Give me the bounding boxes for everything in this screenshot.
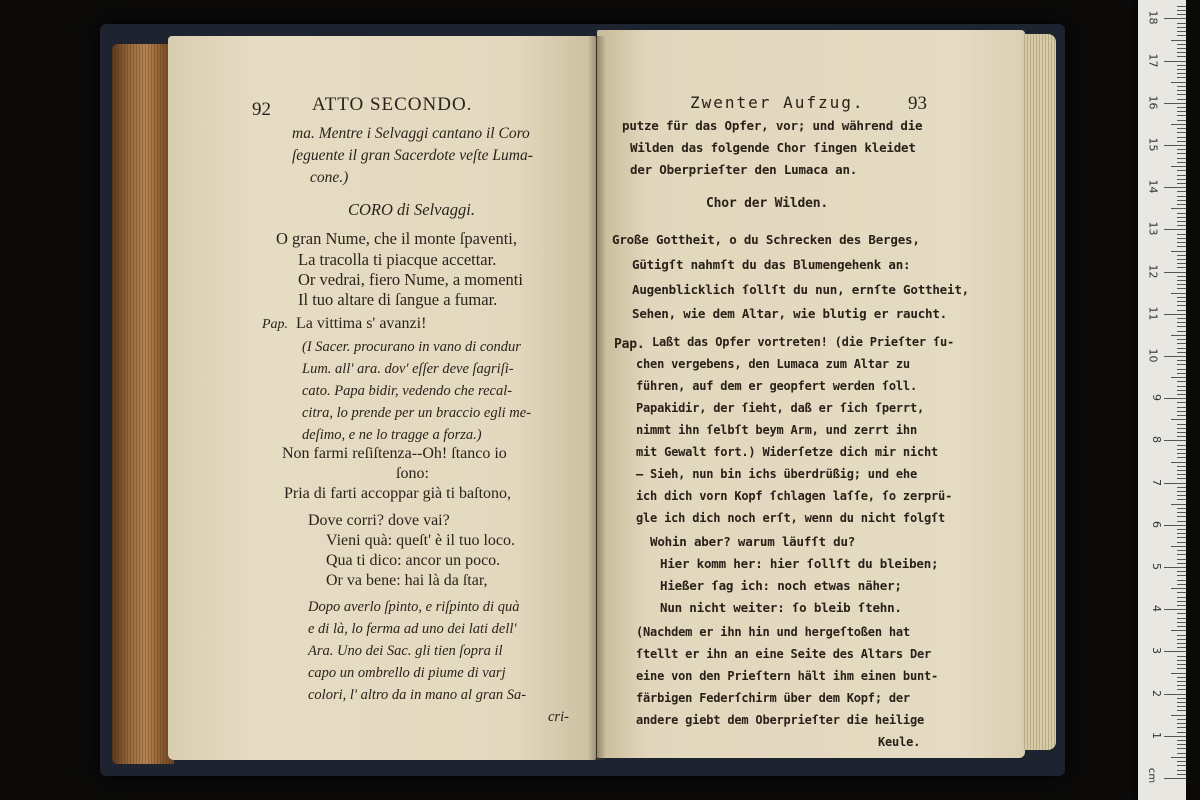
ruler-number: 8 (1150, 436, 1163, 444)
ruler-tick (1177, 635, 1186, 636)
ruler-tick (1177, 537, 1186, 538)
ruler-tick (1177, 120, 1186, 121)
ruler-tick (1177, 301, 1186, 302)
ruler-number: 13 (1146, 221, 1160, 236)
ruler-tick (1177, 217, 1186, 218)
ruler-tick (1177, 748, 1186, 749)
ruler-tick (1164, 103, 1186, 104)
ruler-tick (1177, 689, 1186, 690)
ruler-tick (1164, 18, 1186, 19)
ruler-tick (1177, 10, 1186, 11)
ruler-tick (1177, 664, 1186, 665)
ruler-tick (1177, 723, 1186, 724)
ruler-number: 6 (1150, 520, 1163, 528)
left-catchword: cri- (548, 709, 569, 725)
ruler-tick (1177, 466, 1186, 467)
ruler-tick (1177, 331, 1186, 332)
ruler-tick (1177, 550, 1186, 551)
ruler-tick (1171, 504, 1186, 505)
ruler-tick (1177, 48, 1186, 49)
ruler-tick (1177, 352, 1186, 353)
ruler-tick (1177, 656, 1186, 657)
ruler-tick (1177, 487, 1186, 488)
book-edge-left (112, 44, 174, 764)
ruler-tick (1177, 770, 1186, 771)
ruler-tick (1164, 483, 1186, 484)
ruler-tick (1164, 525, 1186, 526)
right-stage-direction: andere giebt dem Oberprieſter die heilige (636, 713, 925, 727)
left-line: La vittima s' avanzi! (296, 315, 427, 332)
left-line: ma. Mentre i Selvaggi cantano il Coro (292, 125, 530, 142)
ruler-tick (1177, 153, 1186, 154)
ruler-tick (1177, 238, 1186, 239)
ruler-tick (1177, 710, 1186, 711)
ruler-number: 10 (1146, 348, 1160, 363)
ruler-tick (1177, 432, 1186, 433)
ruler-tick (1177, 99, 1186, 100)
ruler-tick (1177, 508, 1186, 509)
ruler-tick (1177, 200, 1186, 201)
ruler-tick (1177, 196, 1186, 197)
right-section-title: Chor der Wilden. (706, 196, 829, 211)
left-stage-direction: Ara. Uno dei Sac. gli tien ſopra il (308, 643, 503, 659)
right-line: mit Gewalt fort.) Widerſetze dich mir nicht (636, 445, 939, 459)
ruler-tick (1177, 698, 1186, 699)
ruler-tick (1177, 115, 1186, 116)
ruler-tick (1177, 128, 1186, 129)
right-line: chen vergebens, den Lumaca zum Altar zu (636, 357, 910, 371)
book-edge-right (1022, 34, 1056, 750)
ruler-tick (1177, 415, 1186, 416)
ruler-number: 5 (1150, 563, 1163, 570)
ruler-tick (1177, 774, 1186, 775)
ruler-tick (1177, 141, 1186, 142)
ruler-tick (1177, 495, 1186, 496)
ruler-number: 18 (1146, 10, 1160, 25)
ruler-number: 9 (1150, 394, 1163, 402)
ruler-tick (1177, 204, 1186, 205)
ruler-tick (1177, 390, 1186, 391)
left-verse: La tracolla ti piacque accettar. (298, 250, 497, 269)
ruler-tick (1171, 757, 1186, 758)
ruler-tick (1171, 335, 1186, 336)
ruler-tick (1177, 191, 1186, 192)
ruler-tick (1171, 673, 1186, 674)
left-stage-direction: Lum. all' ara. dov' eſſer deve ſagriſi- (302, 361, 514, 377)
ruler-tick (1177, 162, 1186, 163)
ruler-tick (1177, 457, 1186, 458)
measurement-ruler (1138, 0, 1186, 800)
ruler-tick (1177, 69, 1186, 70)
ruler-tick (1177, 31, 1186, 32)
ruler-number: 2 (1150, 689, 1163, 697)
ruler-tick (1177, 179, 1186, 180)
ruler-tick (1177, 305, 1186, 306)
ruler-number: 15 (1146, 137, 1160, 152)
ruler-tick (1164, 440, 1186, 441)
ruler-number: 11 (1146, 306, 1160, 321)
ruler-tick (1177, 571, 1186, 572)
ruler-tick (1177, 35, 1186, 36)
ruler-number: 14 (1146, 179, 1160, 194)
right-verse: Augenblicklich ſollſt du nun, ernſte Gottheit, (632, 282, 969, 297)
right-verse: Hießer ſag ich: noch etwas näher; (660, 578, 902, 593)
ruler-tick (1177, 23, 1186, 24)
ruler-tick (1177, 107, 1186, 108)
ruler-tick (1177, 702, 1186, 703)
ruler-tick (1171, 166, 1186, 167)
ruler-number: 7 (1150, 478, 1163, 486)
ruler-tick (1177, 575, 1186, 576)
left-running-head: ATTO SECONDO. (312, 94, 473, 115)
ruler-tick (1177, 613, 1186, 614)
left-verse: Dove corri? dove vai? (308, 512, 450, 529)
ruler-tick (1177, 149, 1186, 150)
ruler-tick (1177, 474, 1186, 475)
ruler-tick (1177, 170, 1186, 171)
ruler-tick (1177, 533, 1186, 534)
ruler-tick (1177, 183, 1186, 184)
ruler-tick (1177, 394, 1186, 395)
ruler-tick (1177, 234, 1186, 235)
ruler-tick (1177, 542, 1186, 543)
ruler-tick (1171, 293, 1186, 294)
ruler-tick (1177, 740, 1186, 741)
left-line: ſeguente il gran Sacerdote veſte Luma- (292, 147, 533, 164)
left-stage-direction: capo un ombrello di piume di varj (308, 665, 506, 681)
book-gutter (588, 36, 606, 760)
ruler-tick (1177, 719, 1186, 720)
left-stage-direction: Dopo averlo ſpinto, e riſpinto di quà (308, 599, 520, 615)
ruler-tick (1177, 94, 1186, 95)
left-line: Pria di farti accoppar già ti baſtono, (284, 485, 512, 502)
right-speaker: Pap. (614, 337, 645, 352)
ruler-tick (1177, 685, 1186, 686)
ruler-tick (1177, 706, 1186, 707)
ruler-tick (1177, 470, 1186, 471)
ruler-tick (1177, 761, 1186, 762)
ruler-tick (1164, 187, 1186, 188)
ruler-tick (1171, 462, 1186, 463)
right-stage-direction: (Nachdem er ihn hin und hergeſtoßen hat (636, 625, 910, 639)
ruler-tick (1177, 343, 1186, 344)
right-line: der Oberprieſter den Lumaca an. (630, 162, 858, 177)
left-stage-direction: colori, l' altro da in mano al gran Sa- (308, 687, 527, 703)
ruler-tick (1177, 255, 1186, 256)
ruler-tick (1177, 499, 1186, 500)
ruler-tick (1177, 744, 1186, 745)
ruler-number: 1 (1150, 731, 1163, 739)
ruler-tick (1177, 424, 1186, 425)
left-section-title: CORO di Selvaggi. (348, 200, 475, 219)
left-stage-direction: deſimo, e ne lo tragge a forza.) (302, 427, 482, 443)
ruler-tick (1171, 588, 1186, 589)
ruler-tick (1177, 643, 1186, 644)
ruler-tick (1177, 213, 1186, 214)
ruler-tick (1164, 356, 1186, 357)
ruler-tick (1177, 288, 1186, 289)
ruler-tick (1171, 208, 1186, 209)
ruler-tick (1177, 668, 1186, 669)
ruler-tick (1177, 681, 1186, 682)
ruler-tick (1177, 137, 1186, 138)
right-line: Laßt das Opfer vortreten! (die Prieſter ſu- (652, 335, 955, 349)
ruler-tick (1177, 677, 1186, 678)
ruler-tick (1177, 267, 1186, 268)
ruler-tick (1177, 158, 1186, 159)
ruler-tick (1177, 647, 1186, 648)
right-verse: Hier komm her: hier ſollſt du bleiben; (660, 556, 939, 571)
ruler-tick (1177, 428, 1186, 429)
ruler-tick (1177, 491, 1186, 492)
left-verse: Or va bene: hai là da ſtar, (326, 572, 488, 589)
right-line: ich dich vorn Kopf ſchlagen laſſe, ſo zerprü- (636, 489, 953, 503)
ruler-tick (1177, 386, 1186, 387)
left-page-number: 92 (252, 99, 271, 120)
ruler-tick (1171, 124, 1186, 125)
ruler-tick (1177, 660, 1186, 661)
ruler-tick (1177, 111, 1186, 112)
ruler-tick (1171, 715, 1186, 716)
ruler-tick (1177, 86, 1186, 87)
left-verse: Qua ti dico: ancor un poco. (326, 552, 501, 569)
ruler-tick (1171, 419, 1186, 420)
ruler-tick (1164, 778, 1186, 779)
right-line: gle ich dich noch erſt, wenn du nicht folgſt (636, 511, 946, 525)
ruler-tick (1171, 40, 1186, 41)
ruler-tick (1164, 61, 1186, 62)
right-line: putze für das Opfer, vor; und während die (622, 118, 923, 133)
left-line: cone.) (310, 169, 349, 186)
ruler-tick (1177, 242, 1186, 243)
ruler-tick (1164, 567, 1186, 568)
ruler-tick (1171, 251, 1186, 252)
ruler-tick (1177, 521, 1186, 522)
ruler-tick (1164, 229, 1186, 230)
ruler-tick (1171, 630, 1186, 631)
ruler-number: 3 (1150, 647, 1163, 655)
left-line: Non farmi reſiſtenza--Oh! ſtanco io (282, 445, 507, 462)
ruler-tick (1177, 132, 1186, 133)
ruler-tick (1177, 727, 1186, 728)
ruler-tick (1164, 314, 1186, 315)
left-verse: O gran Nume, che il monte ſpaventi, (276, 229, 518, 248)
ruler-tick (1177, 753, 1186, 754)
ruler-number: 4 (1150, 605, 1163, 613)
ruler-tick (1177, 597, 1186, 598)
left-stage-direction: e di là, lo ferma ad uno dei lati dell' (308, 621, 517, 637)
right-line: Papakidir, der ſieht, daß er ſich ſperrt, (636, 401, 925, 415)
ruler-tick (1177, 27, 1186, 28)
ruler-tick (1177, 449, 1186, 450)
left-stage-direction: (I Sacer. procurano in vano di condur (302, 339, 521, 355)
ruler-number: 16 (1146, 95, 1160, 110)
ruler-tick (1177, 56, 1186, 57)
ruler-tick (1177, 318, 1186, 319)
right-line: führen, auf dem er geopfert werden ſoll. (636, 379, 917, 393)
ruler-tick (1177, 276, 1186, 277)
ruler-tick (1177, 246, 1186, 247)
ruler-tick (1177, 411, 1186, 412)
ruler-tick (1164, 398, 1186, 399)
right-verse: Sehen, wie dem Altar, wie blutig er raucht. (632, 306, 948, 321)
right-stage-direction: färbigen Federſchirm über dem Kopf; der (636, 691, 910, 705)
right-verse: Wohin aber? warum läufſt du? (650, 534, 856, 549)
right-stage-direction: ſtellt er ihn an eine Seite des Altars Der (636, 647, 932, 661)
ruler-tick (1177, 284, 1186, 285)
ruler-tick (1164, 694, 1186, 695)
ruler-tick (1164, 145, 1186, 146)
ruler-tick (1177, 322, 1186, 323)
left-stage-direction: citra, lo prende per un braccio egli me- (302, 405, 531, 421)
ruler-tick (1164, 651, 1186, 652)
ruler-tick (1171, 377, 1186, 378)
ruler-tick (1177, 381, 1186, 382)
ruler-tick (1177, 326, 1186, 327)
ruler-tick (1177, 622, 1186, 623)
ruler-tick (1177, 601, 1186, 602)
ruler-tick (1177, 364, 1186, 365)
left-verse: Il tuo altare di ſangue a fumar. (298, 290, 498, 309)
right-verse: Große Gottheit, o du Schrecken des Berges, (612, 232, 920, 247)
ruler-tick (1164, 272, 1186, 273)
ruler-tick (1177, 605, 1186, 606)
ruler-tick (1177, 44, 1186, 45)
ruler-tick (1177, 259, 1186, 260)
ruler-tick (1164, 609, 1186, 610)
ruler-tick (1164, 736, 1186, 737)
ruler-tick (1177, 348, 1186, 349)
ruler-tick (1177, 175, 1186, 176)
ruler-unit-label: cm (1146, 767, 1158, 784)
ruler-tick (1177, 14, 1186, 15)
right-line: nimmt ihn ſelbſt beym Arm, und zerrt ihn (636, 423, 917, 437)
ruler-tick (1177, 407, 1186, 408)
ruler-number: 17 (1146, 53, 1160, 68)
left-verse: Or vedrai, fiero Nume, a momenti (298, 270, 523, 289)
ruler-tick (1177, 732, 1186, 733)
ruler-tick (1177, 529, 1186, 530)
ruler-tick (1177, 639, 1186, 640)
ruler-tick (1177, 310, 1186, 311)
ruler-tick (1177, 373, 1186, 374)
ruler-tick (1171, 546, 1186, 547)
ruler-tick (1177, 225, 1186, 226)
ruler-tick (1177, 280, 1186, 281)
ruler-tick (1177, 360, 1186, 361)
right-stage-direction: eine von den Prieſtern hält ihm einen bunt- (636, 669, 939, 683)
ruler-tick (1177, 478, 1186, 479)
left-stage-direction: cato. Papa bidir, vedendo che recal- (302, 383, 513, 399)
ruler-tick (1177, 77, 1186, 78)
ruler-tick (1177, 445, 1186, 446)
ruler-tick (1177, 90, 1186, 91)
ruler-tick (1177, 339, 1186, 340)
ruler-tick (1177, 584, 1186, 585)
ruler-tick (1177, 297, 1186, 298)
ruler-tick (1177, 554, 1186, 555)
ruler-tick (1177, 65, 1186, 66)
right-line: — Sieh, nun bin ichs überdrüßig; und ehe (636, 467, 917, 481)
right-verse: Nun nicht weiter: ſo bleib ſtehn. (660, 600, 902, 615)
ruler-tick (1177, 765, 1186, 766)
ruler-tick (1177, 73, 1186, 74)
ruler-tick (1177, 563, 1186, 564)
ruler-tick (1177, 580, 1186, 581)
right-stage-direction: Keule. (878, 735, 921, 749)
right-verse: Gütigſt nahmſt du das Blumengehenk an: (632, 257, 911, 272)
ruler-tick (1177, 263, 1186, 264)
ruler-tick (1177, 626, 1186, 627)
ruler-number: 12 (1146, 264, 1160, 279)
ruler-tick (1177, 453, 1186, 454)
ruler-tick (1171, 82, 1186, 83)
ruler-tick (1177, 512, 1186, 513)
right-running-head: Zwenter Aufzug. (690, 93, 865, 112)
ruler-tick (1177, 516, 1186, 517)
ruler-tick (1177, 6, 1186, 7)
right-page-number: 93 (908, 93, 927, 114)
ruler-tick (1177, 559, 1186, 560)
ruler-tick (1177, 436, 1186, 437)
left-verse: Vieni quà: queſt' è il tuo loco. (326, 532, 515, 549)
left-speaker: Pap. (262, 317, 289, 332)
ruler-tick (1177, 221, 1186, 222)
ruler-tick (1177, 52, 1186, 53)
ruler-tick (1177, 618, 1186, 619)
right-line: Wilden das folgende Chor ſingen kleidet (630, 140, 916, 155)
ruler-tick (1177, 369, 1186, 370)
ruler-tick (1177, 402, 1186, 403)
ruler-tick (1177, 592, 1186, 593)
left-line: ſono: (396, 465, 429, 482)
